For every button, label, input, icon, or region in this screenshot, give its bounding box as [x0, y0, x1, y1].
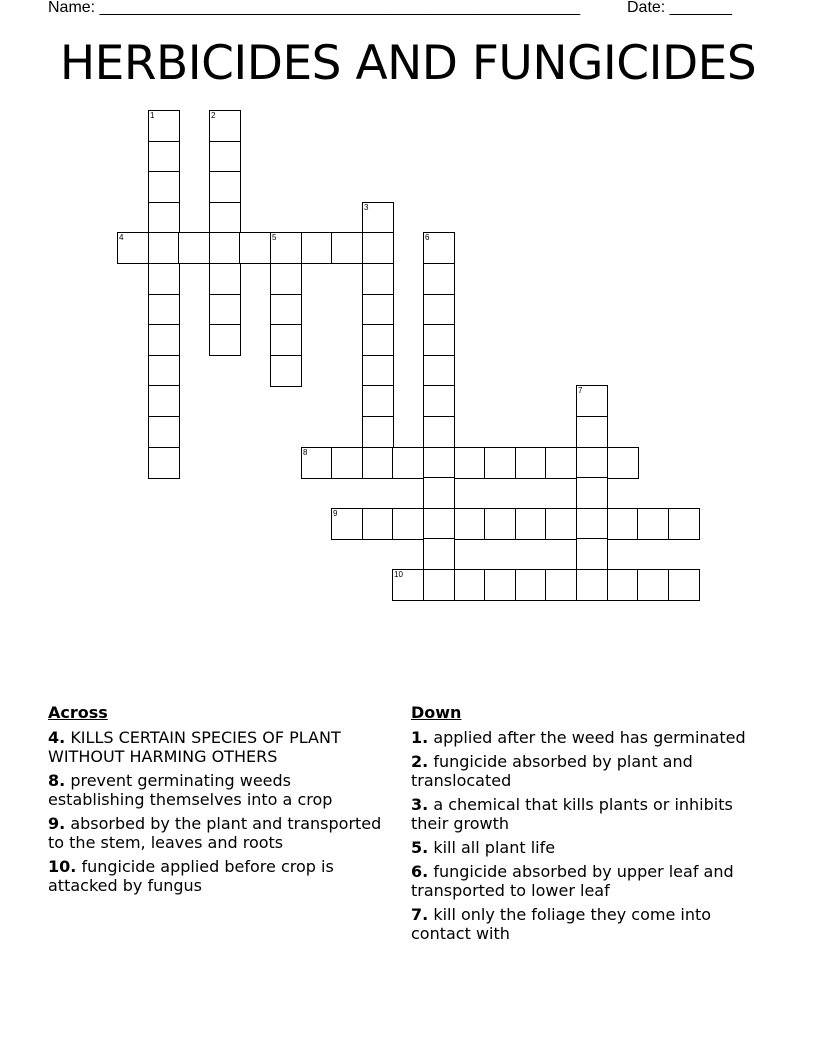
- down-heading: Down: [411, 703, 462, 722]
- clue-text: fungicide absorbed by upper leaf and transported to lower leaf: [411, 862, 734, 900]
- clue-text: absorbed by the plant and transported to the stem, leaves and roots: [48, 814, 382, 852]
- grid-cell[interactable]: [484, 569, 516, 601]
- grid-cell[interactable]: [148, 355, 180, 387]
- grid-cell[interactable]: [331, 232, 363, 264]
- grid-cell[interactable]: [178, 232, 210, 264]
- grid-cell[interactable]: [209, 141, 241, 173]
- across-clue: [48, 771, 388, 809]
- grid-cell[interactable]: [576, 477, 608, 509]
- clue-text: fungicide applied before crop is attacked by fungus: [48, 857, 334, 895]
- cell-number: 8: [303, 448, 308, 457]
- grid-cell[interactable]: [423, 324, 455, 356]
- down-clue: [411, 752, 751, 790]
- grid-cell[interactable]: [148, 232, 180, 264]
- clue-text: kill only the foliage they come into contact with: [411, 905, 712, 943]
- grid-cell[interactable]: [148, 141, 180, 173]
- clue-text: applied after the weed has germinated: [433, 728, 746, 747]
- grid-cell[interactable]: [423, 569, 455, 601]
- clue-text: kill all plant life: [433, 838, 556, 857]
- grid-cell[interactable]: [209, 202, 241, 234]
- grid-cell[interactable]: [576, 447, 608, 479]
- grid-cell[interactable]: [668, 569, 700, 601]
- grid-cell[interactable]: [362, 447, 394, 479]
- clue-text: fungicide absorbed by plant and translocated: [411, 752, 693, 790]
- grid-cell[interactable]: [392, 447, 424, 479]
- grid-cell[interactable]: [239, 232, 271, 264]
- grid-cell[interactable]: [515, 447, 547, 479]
- grid-cell[interactable]: [362, 508, 394, 540]
- grid-cell[interactable]: [576, 385, 608, 417]
- grid-cell[interactable]: [392, 508, 424, 540]
- grid-cell[interactable]: [148, 202, 180, 234]
- down-clue: [411, 905, 751, 943]
- cell-number: 1: [150, 111, 155, 120]
- grid-cell[interactable]: [362, 416, 394, 448]
- down-clues: [411, 703, 751, 948]
- grid-cell[interactable]: [270, 324, 302, 356]
- grid-cell[interactable]: [423, 263, 455, 295]
- clue-number: 3.: [411, 795, 429, 814]
- cell-number: 2: [211, 111, 216, 120]
- clue-text: KILLS CERTAIN SPECIES OF PLANT WITHOUT HARMING OTHERS: [48, 728, 341, 766]
- clue-text: prevent germinating weeds establishing themselves into a crop: [48, 771, 333, 809]
- grid-cell[interactable]: [148, 110, 180, 142]
- grid-cell[interactable]: [607, 508, 639, 540]
- clue-number: 7.: [411, 905, 429, 924]
- clue-number: 5.: [411, 838, 429, 857]
- grid-cell[interactable]: [484, 447, 516, 479]
- cell-number: 7: [578, 386, 583, 395]
- cell-number: 6: [425, 233, 430, 242]
- date-blank: _______: [669, 0, 732, 16]
- grid-cell[interactable]: [270, 232, 302, 264]
- across-heading: Across: [48, 703, 108, 722]
- cell-number: 5: [272, 233, 277, 242]
- grid-cell[interactable]: [209, 263, 241, 295]
- grid-cell[interactable]: [576, 569, 608, 601]
- grid-cell[interactable]: [209, 110, 241, 142]
- grid-cell[interactable]: [607, 447, 639, 479]
- grid-cell[interactable]: [362, 263, 394, 295]
- grid-cell[interactable]: [331, 508, 363, 540]
- cell-number: 10: [394, 570, 403, 579]
- down-clue: [411, 795, 751, 833]
- grid-cell[interactable]: [545, 569, 577, 601]
- grid-cell[interactable]: [148, 385, 180, 417]
- clue-number: 4.: [48, 728, 66, 747]
- across-clue: [48, 857, 388, 895]
- grid-cell[interactable]: [454, 569, 486, 601]
- grid-cell[interactable]: [362, 294, 394, 326]
- grid-cell[interactable]: [423, 232, 455, 264]
- grid-cell[interactable]: [331, 447, 363, 479]
- grid-cell[interactable]: [576, 538, 608, 570]
- name-label: Name:: [48, 0, 100, 16]
- grid-cell[interactable]: [148, 294, 180, 326]
- grid-cell[interactable]: [362, 202, 394, 234]
- grid-cell[interactable]: [301, 447, 333, 479]
- date-label: Date:: [627, 0, 670, 16]
- grid-cell[interactable]: [454, 508, 486, 540]
- clue-text: a chemical that kills plants or inhibits their growth: [411, 795, 733, 833]
- down-clue: [411, 728, 751, 747]
- clue-number: 8.: [48, 771, 66, 790]
- grid-cell[interactable]: [148, 263, 180, 295]
- grid-cell[interactable]: [515, 508, 547, 540]
- grid-cell[interactable]: [515, 569, 547, 601]
- grid-cell[interactable]: [484, 508, 516, 540]
- grid-cell[interactable]: [423, 385, 455, 417]
- down-clue: [411, 838, 751, 857]
- cell-number: 9: [333, 509, 338, 518]
- grid-cell[interactable]: [148, 447, 180, 479]
- grid-cell[interactable]: [148, 416, 180, 448]
- across-clue: [48, 814, 388, 852]
- clue-number: 10.: [48, 857, 77, 876]
- grid-cell[interactable]: [270, 263, 302, 295]
- clue-number: 2.: [411, 752, 429, 771]
- grid-cell[interactable]: [423, 447, 455, 479]
- clue-number: 6.: [411, 862, 429, 881]
- grid-cell[interactable]: [362, 385, 394, 417]
- grid-cell[interactable]: [576, 508, 608, 540]
- grid-cell[interactable]: [117, 232, 149, 264]
- puzzle-title: HERBICIDES AND FUNGICIDES: [59, 36, 757, 91]
- grid-cell[interactable]: [668, 508, 700, 540]
- across-clues: [48, 703, 388, 900]
- grid-cell[interactable]: [270, 294, 302, 326]
- grid-cell[interactable]: [545, 508, 577, 540]
- grid-cell[interactable]: [576, 416, 608, 448]
- grid-cell[interactable]: [423, 538, 455, 570]
- across-clue: [48, 728, 388, 766]
- grid-cell[interactable]: [607, 569, 639, 601]
- grid-cell[interactable]: [423, 416, 455, 448]
- clue-number: 1.: [411, 728, 429, 747]
- grid-cell[interactable]: [148, 324, 180, 356]
- grid-cell[interactable]: [270, 355, 302, 387]
- grid-cell[interactable]: [423, 477, 455, 509]
- grid-cell[interactable]: [392, 569, 424, 601]
- cell-number: 4: [119, 233, 124, 242]
- grid-cell[interactable]: [423, 294, 455, 326]
- grid-cell[interactable]: [209, 232, 241, 264]
- grid-cell[interactable]: [423, 508, 455, 540]
- cell-number: 3: [364, 203, 369, 212]
- name-blank: ______________________________________________________: [99, 0, 581, 16]
- grid-cell[interactable]: [362, 232, 394, 264]
- grid-cell[interactable]: [637, 569, 669, 601]
- grid-cell[interactable]: [209, 324, 241, 356]
- grid-cell[interactable]: [148, 171, 180, 203]
- grid-cell[interactable]: [637, 508, 669, 540]
- clue-number: 9.: [48, 814, 66, 833]
- grid-cell[interactable]: [423, 355, 455, 387]
- grid-cell[interactable]: [454, 447, 486, 479]
- grid-cell[interactable]: [209, 171, 241, 203]
- grid-cell[interactable]: [301, 232, 333, 264]
- grid-cell[interactable]: [545, 447, 577, 479]
- grid-cell[interactable]: [209, 294, 241, 326]
- grid-cell[interactable]: [362, 324, 394, 356]
- down-clue: [411, 862, 751, 900]
- grid-cell[interactable]: [362, 355, 394, 387]
